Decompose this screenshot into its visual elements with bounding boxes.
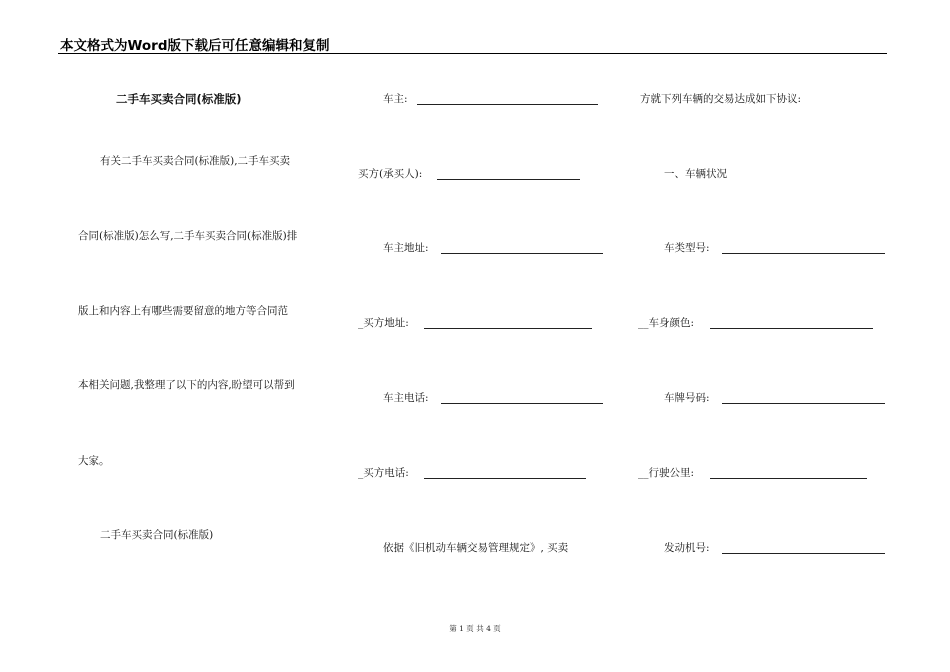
document-title: 二手车买卖合同(标准版): [116, 92, 242, 106]
owner-label: 车主:: [383, 93, 408, 105]
regulation-basis-text: 依据《旧机动车辆交易管理规定》, 买卖: [383, 542, 569, 554]
intro-line-5: 大家。: [78, 455, 110, 467]
buyer-phone-label: _买方电话:: [358, 467, 409, 479]
intro-line-4: 本相关问题,我整理了以下的内容,盼望可以帮到: [78, 379, 295, 391]
agreement-intro-text: 方就下列车辆的交易达成如下协议:: [640, 93, 802, 105]
mileage-blank: [710, 478, 867, 479]
buyer-address-blank: [424, 328, 592, 329]
buyer-phone-blank: [424, 478, 586, 479]
plate-number-label: 车牌号码:: [664, 392, 710, 404]
intro-line-2: 合同(标准版)怎么写,二手车买卖合同(标准版)排: [78, 230, 298, 242]
car-model-blank: [722, 253, 885, 254]
engine-number-blank: [722, 553, 885, 554]
car-model-label: 车类型号:: [664, 242, 710, 254]
body-color-label: __车身颜色:: [638, 317, 695, 329]
header-divider: [58, 53, 887, 54]
buyer-blank: [437, 179, 580, 180]
owner-address-label: 车主地址:: [383, 242, 429, 254]
owner-blank: [417, 104, 598, 105]
owner-phone-label: 车主电话:: [383, 392, 429, 404]
plate-number-blank: [722, 403, 885, 404]
body-color-blank: [710, 328, 873, 329]
contract-subtitle: 二手车买卖合同(标准版): [100, 529, 214, 541]
engine-number-label: 发动机号:: [664, 542, 710, 554]
intro-line-3: 版上和内容上有哪些需要留意的地方等合同范: [78, 305, 288, 317]
buyer-address-label: _买方地址:: [358, 317, 409, 329]
document-header-title: 本文格式为Word版下载后可任意编辑和复制: [60, 38, 330, 54]
buyer-label: 买方(承买人):: [358, 168, 423, 180]
section-vehicle-condition: 一、车辆状况: [664, 168, 727, 180]
mileage-label: __行驶公里:: [638, 467, 695, 479]
owner-phone-blank: [441, 403, 603, 404]
owner-address-blank: [441, 253, 603, 254]
page-number: 第 1 页 共 4 页: [449, 624, 501, 633]
intro-line-1: 有关二手车买卖合同(标准版),二手车买卖: [100, 155, 291, 167]
